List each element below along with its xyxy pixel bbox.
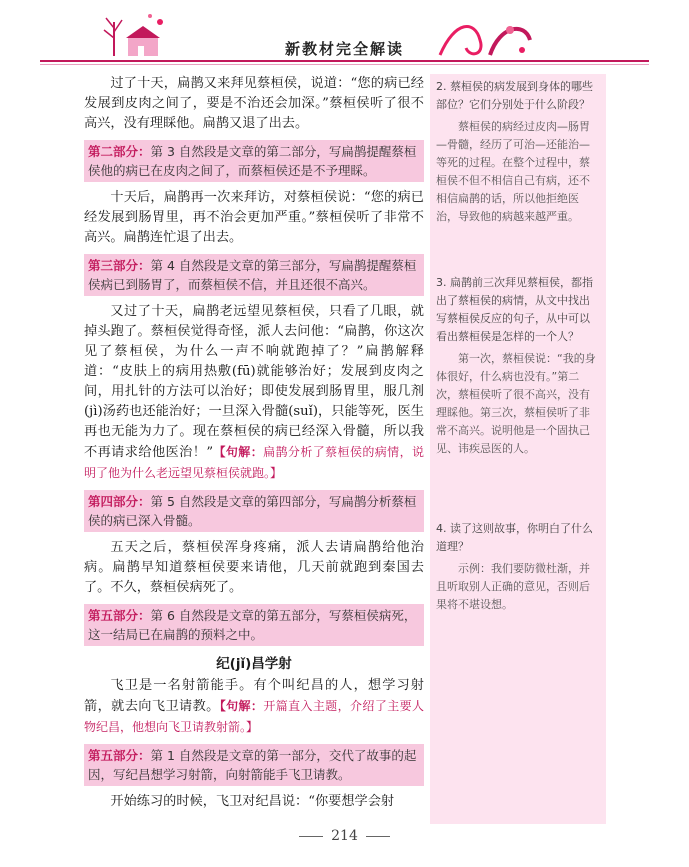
page-header (0, 0, 689, 72)
question: 4. 读了这则故事，你明白了什么道理？ (436, 522, 593, 553)
answer: 示例：我们要防微杜渐，并且听取别人正确的意见，否则后果将不堪设想。 (436, 562, 590, 611)
section-text: 第 4 自然段是文章的第三部分，写扁鹊提醒蔡桓侯病已到肠胃了，而蔡桓侯不信，并且还很不高兴。 (88, 258, 417, 292)
header-rule (40, 60, 649, 62)
section-analysis-box (84, 604, 424, 646)
note-label: 【句解： (213, 445, 264, 459)
paragraph: 五天之后，蔡桓侯浑身疼痛，派人去请扁鹊给他治病。扁鹊早知道蔡桓侯要来请他，几天前就跑到秦国去了。不久，蔡桓侯病死了。 (84, 540, 424, 595)
note-text: 开篇直入主题，介绍了主要人物纪昌，他想向飞卫请教射箭。】 (84, 699, 424, 734)
story-title: 纪(jǐ)昌学射 (216, 656, 292, 672)
section-text: 第 1 自然段是文章的第一部分，交代了故事的起因，写纪昌想学习射箭，向射箭能手飞卫请教。 (88, 748, 417, 782)
paragraph-text: 飞卫是一名射箭能手。有个叫纪昌的人，想学习射箭，就去向飞卫请教。 (84, 678, 424, 714)
header-rule-thin (40, 64, 649, 65)
footer-dash (366, 836, 390, 837)
section-label: 第四部分： (88, 494, 151, 509)
section-text: 第 6 自然段是文章的第五部分，写蔡桓侯病死，这一结局已在扁鹊的预料之中。 (88, 608, 417, 642)
section-analysis-box (84, 254, 424, 296)
note-label: 【句解： (219, 699, 264, 713)
question-block (436, 78, 600, 226)
paragraph-text: 又过了十天，扁鹊老远望见蔡桓侯，只看了几眼，就掉头跑了。蔡桓侯觉得奇怪，派人去问他：“扁鹊，你这次见了蔡桓侯，为什么一声不响就跑掉了？”扁鹊解释道：“皮肤上的病用热敷(fū)就能够治好；发展到皮肉之间，用扎针的方法可以治好；即使发展到肠胃里，服几剂(jì)汤药也还能治好；一旦深入骨髓(suǐ)，只能等死，医生再也无能为力了。现在蔡桓侯的病已经深入骨髓，所以我不再请求给他医治！” (84, 304, 424, 460)
main-column (84, 74, 424, 812)
section-label: 第三部分： (88, 258, 151, 273)
question: 2. 蔡桓侯的病发展到身体的哪些部位？它们分别处于什么阶段？ (436, 80, 593, 111)
answer: 蔡桓侯的病经过皮肉—肠胃—骨髓，经历了可治—还能治—等死的过程。在整个过程中，蔡桓侯不但不相信自己有病，还不相信扁鹊的话，所以他拒绝医治，导致他的病越来越严重。 (436, 120, 590, 223)
section-analysis-box (84, 744, 424, 786)
swirl-decoration-icon (430, 10, 540, 65)
paragraph: 开始练习的时候，飞卫对纪昌说：“你要想学会射 (110, 794, 395, 809)
note-text: 扁鹊分析了蔡桓侯的病情，说明了他为什么老远望见蔡桓侯就跑。】 (84, 445, 424, 480)
section-text: 第 3 自然段是文章的第二部分，写扁鹊提醒蔡桓侯他的病已在皮肉之间了，而蔡桓侯还是不予理睬。 (88, 144, 417, 178)
question-block (436, 274, 600, 458)
page-footer (0, 828, 689, 844)
section-label: 第五部分： (88, 608, 151, 623)
section-text: 第 5 自然段是文章的第四部分，写扁鹊分析蔡桓侯的病已深入骨髓。 (88, 494, 417, 528)
section-label: 第二部分： (88, 144, 151, 159)
paragraph: 过了十天，扁鹊又来拜见蔡桓侯，说道：“您的病已经发展到皮肉之间了，要是不治还会加深。”蔡桓侯听了很不高兴，没有理睬他。扁鹊又退了出去。 (84, 76, 424, 131)
question: 3. 扁鹊前三次拜见蔡桓侯，都指出了蔡桓侯的病情，从文中找出写蔡桓侯反应的句子，从中可以看出蔡桓侯是怎样的一个人？ (436, 276, 593, 343)
section-analysis-box (84, 140, 424, 182)
book-title: 新教材完全解读 (284, 40, 404, 58)
footer-dash (299, 836, 323, 837)
question-block (436, 520, 600, 614)
paragraph: 十天后，扁鹊再一次来拜访，对蔡桓侯说：“您的病已经发展到肠胃里，再不治会更加严重。”蔡桓侯听了非常不高兴。扁鹊连忙退了出去。 (84, 190, 424, 245)
paragraph (84, 302, 424, 484)
page-number: 214 (331, 828, 358, 844)
answer: 第一次，蔡桓侯说：“我的身体很好，什么病也没有。”第二次，蔡桓侯听了很不高兴，没有理睬他。第三次，蔡桓侯听了非常不高兴。说明他是一个固执己见、讳疾忌医的人。 (436, 352, 596, 455)
side-question-panel (430, 74, 606, 824)
section-label: 第五部分： (88, 748, 151, 763)
paragraph (84, 676, 424, 738)
section-analysis-box (84, 490, 424, 532)
